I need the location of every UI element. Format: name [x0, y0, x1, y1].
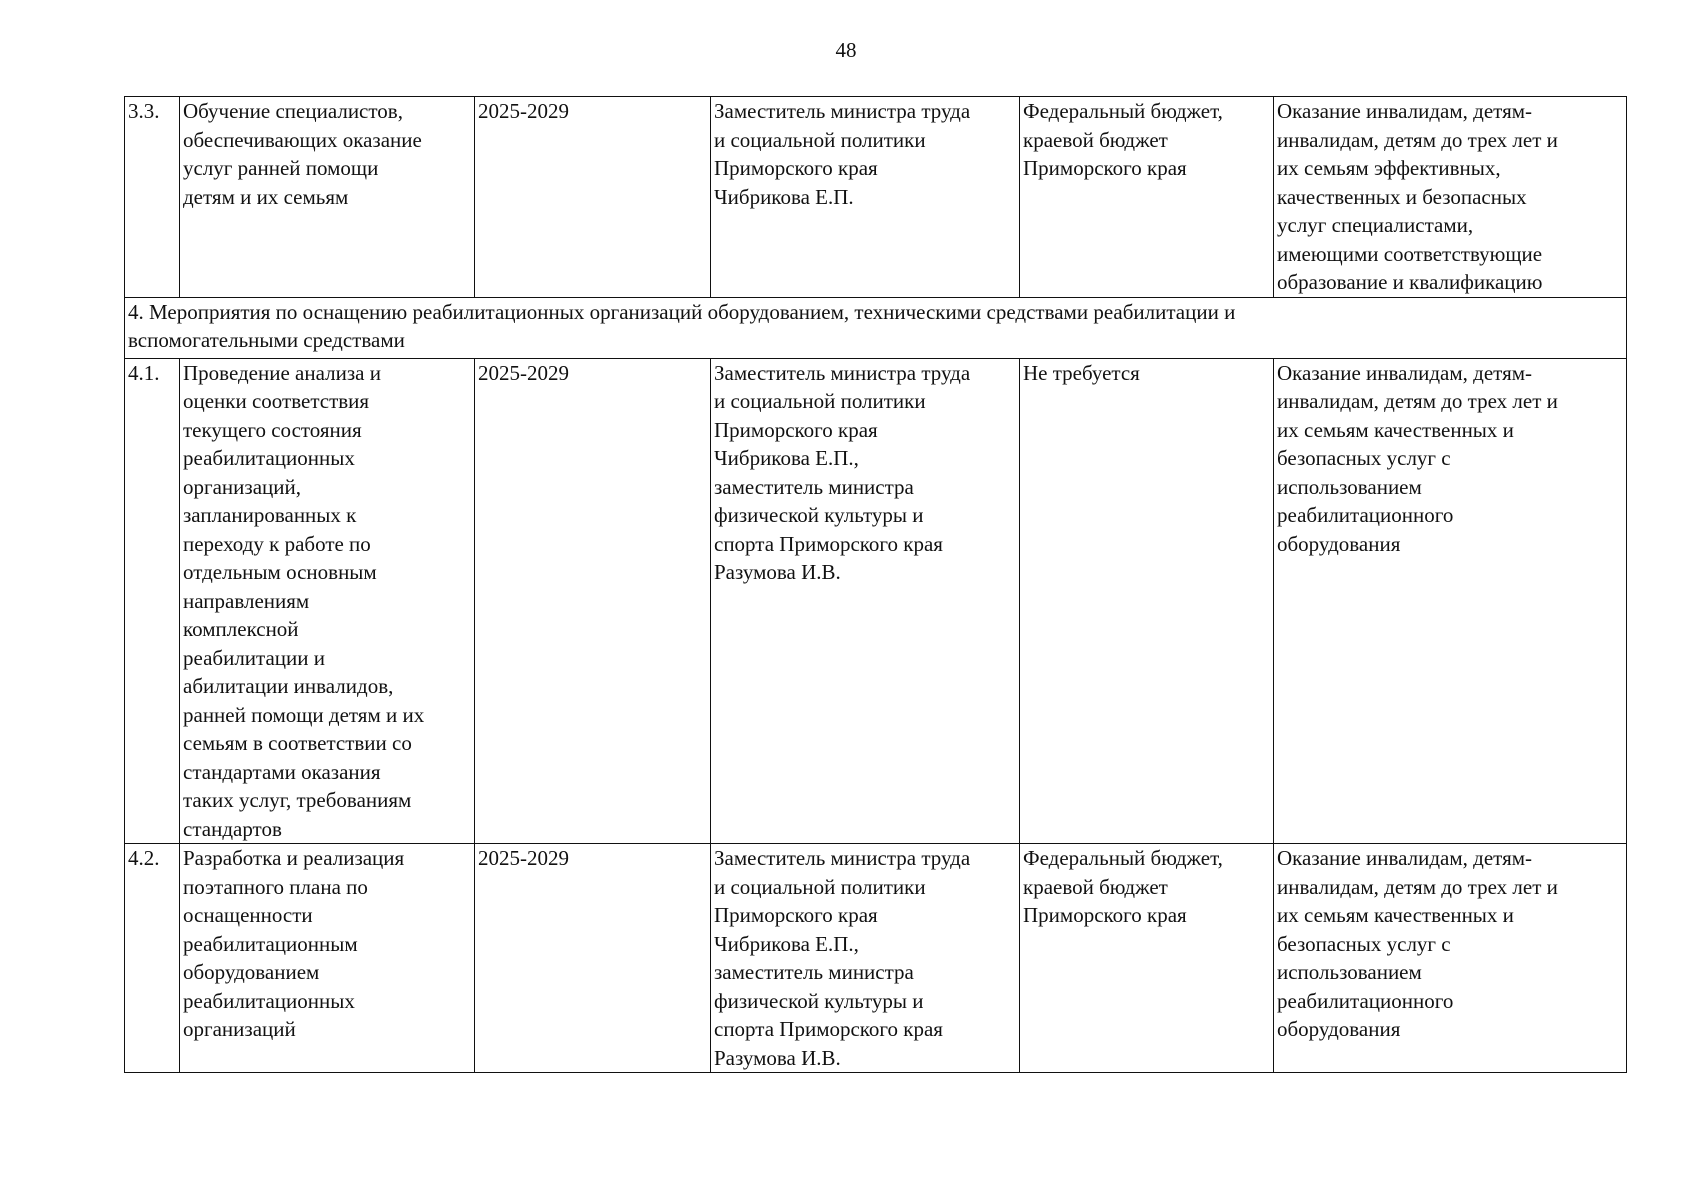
result-cell: [1274, 97, 1627, 298]
financing-cell: [1020, 358, 1274, 844]
financing-source: Федеральный бюджет, краевой бюджет Приморского края: [1023, 846, 1223, 927]
term-cell: [475, 97, 711, 298]
row-number: 3.3.: [128, 99, 160, 123]
responsible-cell: [711, 844, 1020, 1073]
row-number-cell: [125, 358, 180, 844]
row-number: 4.1.: [128, 360, 160, 385]
financing-source: Не требуется: [1023, 360, 1140, 385]
section-heading-cell: [125, 297, 1627, 358]
responsible-person: Заместитель министра труда и социальной политики Приморского края Чибрикова Е.П.: [714, 99, 971, 209]
activity-term: 2025-2029: [478, 360, 569, 385]
activity-name: Разработка и реализация поэтапного плана по оснащенности реабилитационным оборудованием реабилитационных организаций: [183, 846, 405, 1041]
activity-term: 2025-2029: [478, 99, 569, 123]
responsible-person: Заместитель министра труда и социальной политики Приморского края Чибрикова Е.П., заместитель министра физической культуры и спорта Приморского края Разумова И.В.: [714, 846, 971, 1070]
activity-name-cell: [180, 97, 475, 298]
financing-cell: [1020, 97, 1274, 298]
activities-table: [124, 96, 1627, 1073]
financing-source: Федеральный бюджет, краевой бюджет Приморского края: [1023, 99, 1223, 180]
responsible-person: Заместитель министра труда и социальной политики Приморского края Чибрикова Е.П., заместитель министра физической культуры и спорта Приморского края Разумова И.В.: [714, 360, 971, 584]
activity-name: Обучение специалистов, обеспечивающих оказание услуг ранней помощи детям и их семьям: [183, 99, 422, 209]
term-cell: [475, 358, 711, 844]
result-cell: [1274, 358, 1627, 844]
responsible-cell: [711, 97, 1020, 298]
table-row: [125, 97, 1627, 298]
responsible-cell: [711, 358, 1020, 844]
row-number-cell: [125, 97, 180, 298]
table-row: [125, 844, 1627, 1073]
activity-term: 2025-2029: [478, 846, 569, 870]
section-heading-row: [125, 297, 1627, 358]
expected-result: Оказание инвалидам, детям- инвалидам, детям до трех лет и их семьям эффективных, качественных и безопасных услуг специалистами, имеющими соответствующие образование и квалификацию: [1277, 99, 1558, 294]
row-number-cell: [125, 844, 180, 1073]
result-cell: [1274, 844, 1627, 1073]
row-number: 4.2.: [128, 846, 160, 870]
activity-name-cell: [180, 844, 475, 1073]
section-4-heading: 4. Мероприятия по оснащению реабилитационных организаций оборудованием, техническими средствами реабилитации и вспомогательными средствами: [128, 299, 1236, 352]
table-row: [125, 358, 1627, 844]
activity-name: Проведение анализа и оценки соответствия текущего состояния реабилитационных организаций, запланированных к переходу к работе по отдельным основным направлениям комплексной реабилитации и абилитации инвалидов, ранней помощи детям и их семьям в соответствии со стандартами оказания таких услуг, требованиям стандартов: [183, 360, 425, 841]
term-cell: [475, 844, 711, 1073]
activity-name-cell: [180, 358, 475, 844]
expected-result: Оказание инвалидам, детям- инвалидам, детям до трех лет и их семьям качественных и безопасных услуг с использованием реабилитационного оборудования: [1277, 360, 1558, 556]
financing-cell: [1020, 844, 1274, 1073]
page-number: 48: [835, 38, 857, 62]
expected-result: Оказание инвалидам, детям- инвалидам, детям до трех лет и их семьям качественных и безопасных услуг с использованием реабилитационного оборудования: [1277, 846, 1558, 1041]
